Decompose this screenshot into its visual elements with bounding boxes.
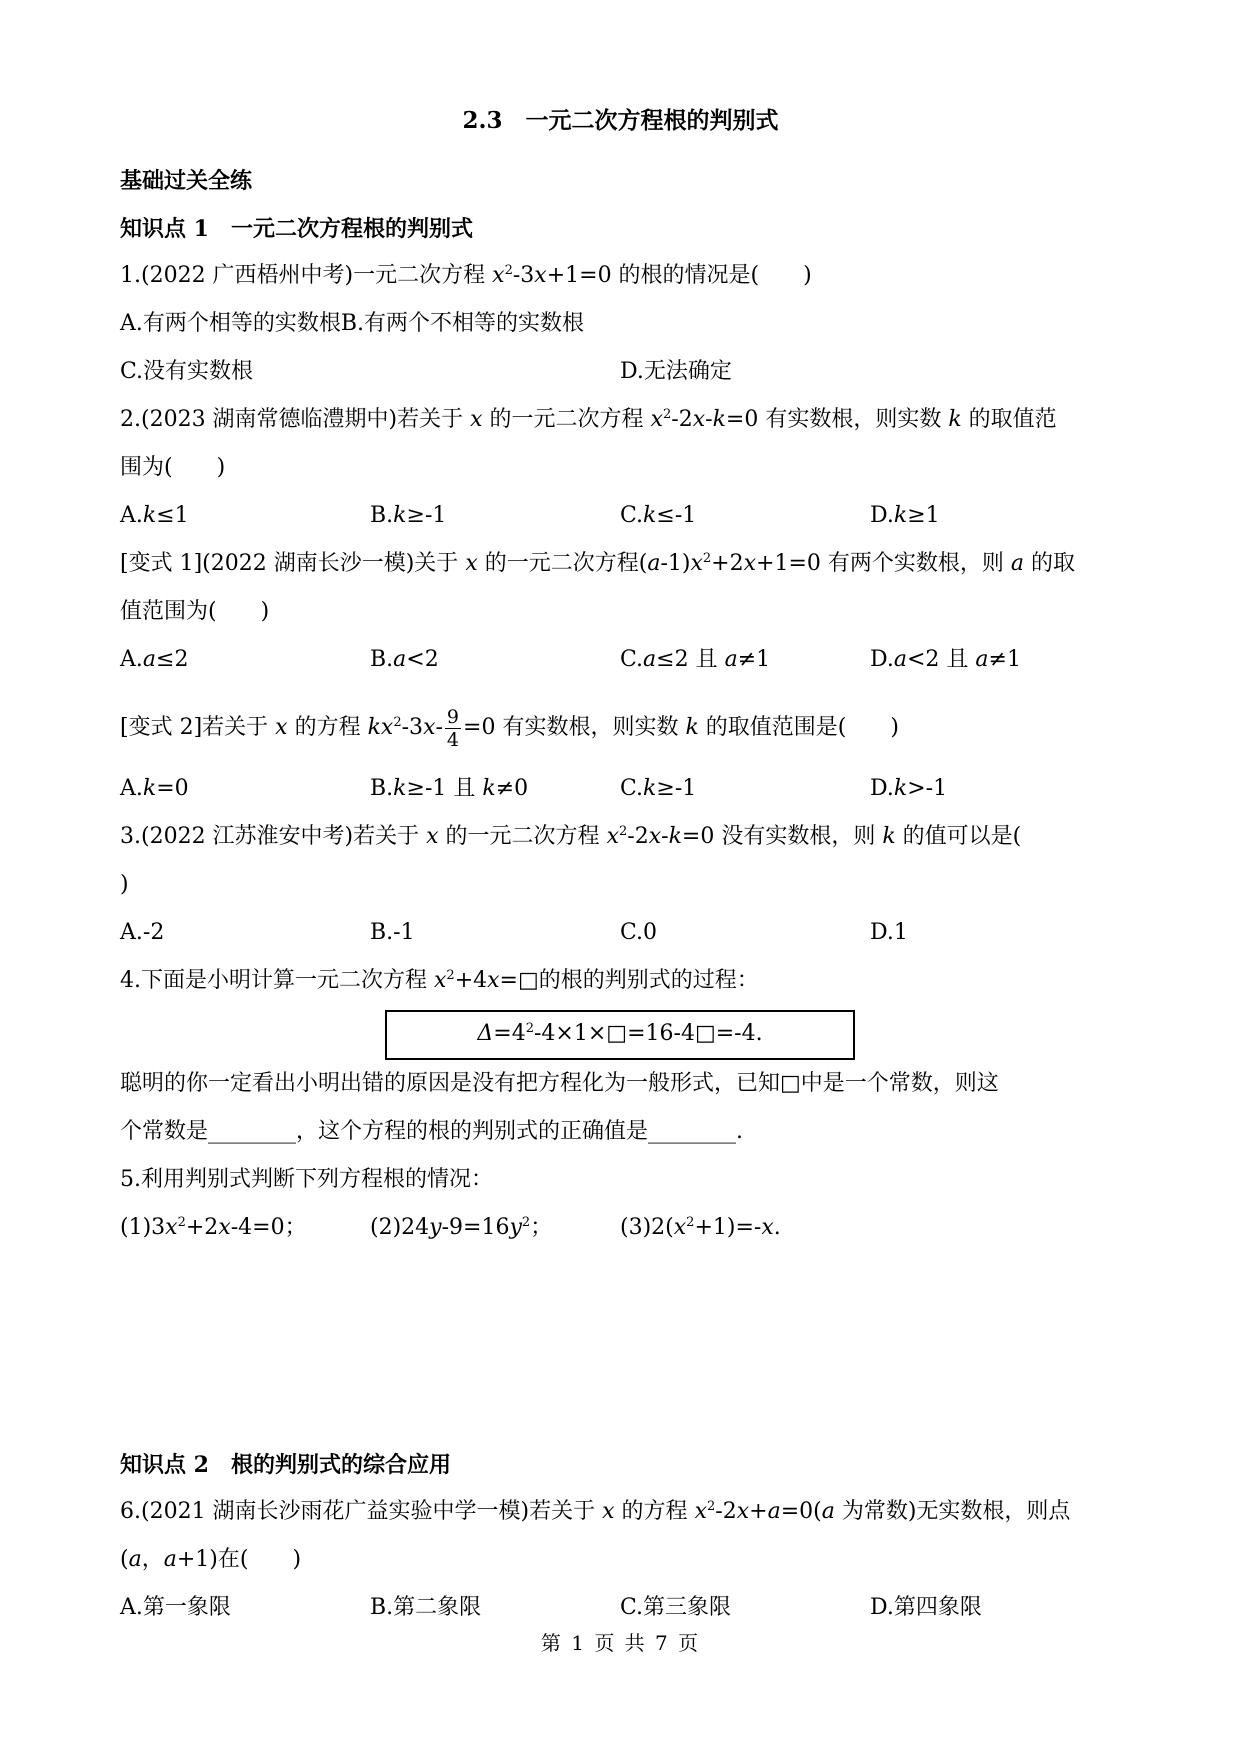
page-title: 2.3 一元二次方程根的判别式 (462, 107, 779, 134)
question-5-part-1: $(1)3x^2+2x-4=0$； (120, 1215, 307, 1240)
fraction-nine-fourths: $\frac{9}{4}$ (446, 705, 460, 751)
option-c: C.k≤-1 (620, 503, 697, 528)
variant-1-stem-cont: 值范围为( ) (120, 599, 270, 624)
question-4-blanks: 个常数是________，这个方程的根的判别式的正确值是________. (120, 1119, 743, 1144)
discriminant-calculation-box: $\Delta=4^2-4\times 1\times□=16-4□=-4$. (385, 1010, 855, 1060)
option-c: C.a≤2 且 a≠1 (620, 647, 771, 672)
question-3-stem: 3.(2022 江苏淮安中考)若关于 x 的一元二次方程 $x^2-2x-k=0$ 没有实数根，则 k 的值可以是( (120, 824, 1022, 849)
question-5-stem: 5.利用判别式判断下列方程根的情况： (120, 1167, 493, 1192)
option-b: B.有两个不相等的实数根 (340, 311, 585, 336)
question-6-stem-cont: (a，a+1)在( ) (120, 1547, 302, 1572)
question-2-stem-cont: 围为( ) (120, 455, 226, 480)
option-a: A.-2 (120, 920, 165, 945)
option-d: D.1 (870, 920, 908, 945)
option-a: A.k=0 (120, 776, 189, 801)
option-d: D.第四象限 (870, 1595, 982, 1620)
option-d: D.k>-1 (870, 776, 948, 801)
page-footer: 第 1 页 共 7 页 (540, 1631, 701, 1655)
option-c: C.第三象限 (620, 1595, 732, 1620)
option-d: D.无法确定 (620, 359, 732, 384)
option-b: B.-1 (370, 920, 415, 945)
option-a: A.第一象限 (120, 1595, 231, 1620)
option-c: C.0 (620, 920, 658, 945)
question-4-text: 聪明的你一定看出小明出错的原因是没有把方程化为一般形式，已知□中是一个常数，则这 (120, 1071, 999, 1096)
option-a: A.有两个相等的实数根 (120, 311, 341, 336)
variant-2-stem: [变式 2]若关于 x 的方程 $kx^2-3x-$ $\frac{9}{4}$ =0 有实数根，则实数 k 的取值范围是( ) (120, 705, 899, 751)
option-c: C.k≥-1 (620, 776, 697, 801)
option-d: D.k≥1 (870, 503, 940, 528)
question-1-options-ab (120, 309, 584, 339)
option-b: B.第二象限 (370, 1595, 482, 1620)
question-1-stem: 1.(2022 广西梧州中考)一元二次方程 $x^2-3x+1=0$ 的根的情况是( ) (120, 263, 812, 288)
question-6-stem: 6.(2021 湖南长沙雨花广益实验中学一模)若关于 x 的方程 $x^2-2x+a=0(a$ 为常数)无实数根，则点 (120, 1499, 1071, 1524)
option-a: A.a≤2 (120, 647, 189, 672)
option-d: D.a<2 且 a≠1 (870, 647, 1021, 672)
question-4-stem: 4.下面是小明计算一元二次方程 $x^2+4x=□$的根的判别式的过程： (120, 968, 759, 993)
question-3-stem-cont: ) (120, 872, 129, 897)
knowledge-point-2-heading: 知识点 2 根的判别式的综合应用 (120, 1452, 451, 1478)
question-5-part-3: $(3)2(x^2+1)=-x$. (620, 1215, 781, 1240)
section-heading: 基础过关全练 (120, 168, 253, 194)
knowledge-point-1-heading: 知识点 1 一元二次方程根的判别式 (120, 216, 473, 242)
option-b: B.k≥-1 (370, 503, 447, 528)
option-a: A.k≤1 (120, 503, 189, 528)
question-2-stem: 2.(2023 湖南常德临澧期中)若关于 x 的一元二次方程 $x^2-2x-k=0$ 有实数根，则实数 k 的取值范 (120, 407, 1057, 432)
option-c: C.没有实数根 (120, 359, 254, 384)
option-b: B.k≥-1 且 k≠0 (370, 776, 529, 801)
option-b: B.a<2 (370, 647, 439, 672)
question-5-part-2: $(2)24y-9=16y^2$； (370, 1215, 553, 1240)
variant-1-stem: [变式 1](2022 湖南长沙一模)关于 x 的一元二次方程$(a-1)x^2+2x+1=0$ 有两个实数根，则 a 的取 (120, 551, 1075, 576)
